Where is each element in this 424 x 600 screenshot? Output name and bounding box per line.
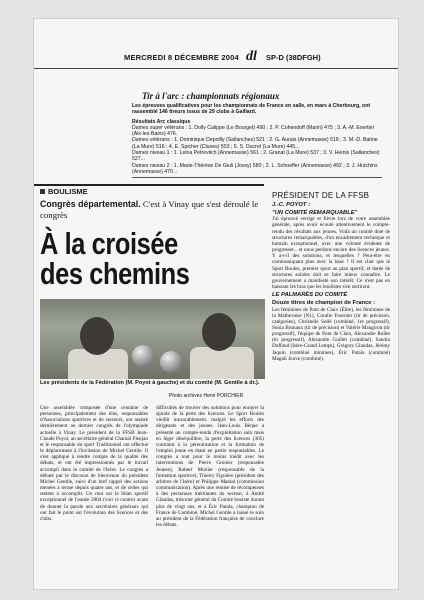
results-line: Dames super vétérans : 1. Dolly Calippe (Le Bourget) 490 ; 2. P. Cohendoff (Marin) 475 ; 3. A.-M. Exertier (Aix-les-Bains) 476.: [132, 124, 375, 138]
section-square-icon: [40, 189, 45, 194]
photo-credit: Photo archives Henri PORCHIER: [169, 393, 244, 399]
issue-date: MERCREDI 8 DÉCEMBRE 2004: [124, 53, 239, 62]
results-lead: Les épreuves qualificatives pour les championnats de France en salle, en mars à Cherbourg, ont rassemblé 146 tireurs issus de 29 clubs à Gaillard.: [132, 103, 371, 116]
edition-code: SP-D (38DFGH): [266, 53, 321, 62]
results-line: Dames vétérans : 1. Dominique Depollly (Sallanches) 521 ; 2. G. Aurais (Annemasse) 518 ; 3. M.-D. Balme (La Mure) 516 ; 4. E. Spicher (Cluses) 503 ; 5. S. Ducret (La Mure) 445...: [132, 137, 378, 150]
section-label: BOULISME: [48, 187, 88, 196]
photo-caption: Les présidents de la Fédération (M. Poyot à gauche) et du comité (M. Gentile à dr.).: [40, 380, 260, 386]
article-column-1: [40, 405, 148, 522]
masthead: [34, 49, 398, 67]
results-title: Tir à l'arc : championnats régionaux: [142, 91, 280, 101]
palmares-title: LE PALMARÈS DU COMITÉ: [272, 292, 348, 299]
sidebar-name: J.-C. POYOT :: [272, 202, 311, 208]
newspaper-clipping: [34, 19, 398, 589]
archery-results-box: [132, 91, 382, 175]
results-line: Dames niveau 1 : 1. Leina Petreviich (Annemasse) 561 ; 2. Granat (La Mure) 537 ; 3. V. Heinis (Sallanches) 527...: [132, 150, 380, 163]
palmares-text: Les féminines de Pont de Claix (Élite), les féminines de la Mathevaise (N1), Coralie Fournier (tir de précision, catégories), Christelle Sollé (combiné, 1re progressif), Sonia Brunaux (tir de précision) et Valérie Maugiron (tir progressif), l'équipe de Pont de Claix, Alexandre Rollet (tir progressif), Alexandre Guillet (combiné), Sandra Duffaud (Isère-Grand Lemps), Grégory Glaudas, Jérémy Jaquin (combiné minimes), Éric Patala (combiné) Magali Jouve (combiné).: [272, 306, 390, 362]
kicker-bold: Congrès départemental.: [40, 199, 141, 209]
article-photo: [40, 299, 265, 379]
article-column-2-text: difficultés de trouver des solutions pour enrayer la spirale de la perte des licences. Le Sport Boules vieillit inexorablement, malgré les efforts des dirigeants et des jeunes. Jean-Louis Bèque a présenté un compte-rendu d'exploitation sain mais en léger déséquilibre, la perte des licences (305) contraint à la pérennisation et la formation de l'emploi jeune en étant en partie responsables. Le congrès a tout pour le moins inédit avec les interventions de Pierre Gronier (responsable Jeunes), Robert Monier (responsable de la formation sportive), Thierry Figuière (président des arbitres de l'Isère) et Philippe Manini (commission communication). Après une remise de récompenses à des personnes méritantes du secteur, à André Glaudas, trésorier général du Comité boulste durant plus de vingt ans, et à Éric Patala, champion de France de Combiné, Michel Gentile a laissé le soin au président de la Fédération française de conclure les débats.: [156, 405, 264, 528]
article-headline: À la croisée des chemins: [40, 226, 190, 291]
results-line: Dames niveau 2 : 1. Marie-Thérèse De Giuli (Jossy) 580 ; 2. L. Schoeffer (Annemasse) 492 ; 3. J. Hutchins (Annemasse) 470...: [132, 162, 378, 175]
sidebar-text: J'ai éprouvé vertige et fièvre lors de votre assemblée générale, après avoir écouté attentivement le compte-rendu des résultats aux jeunes. Voilà un comité doté de structures remarquables, d'un encadrement technique et humain exceptionnel, avec une volonté évidente de progresser... et nous perdons encore des licences jeunes. Y a-t-il des solutions, et lesquelles ? Peut-être en communiquant plus avec la base ? Il est clair que le Sport Boules, premier sport au plan sportif, et dotée de structures solides doit se faire mieux connaître. Le gouvernement a manifesté son intérêt. Ce n'est pas en baissant les bras que les boulistes s'en sortiront.: [272, 216, 390, 291]
sidebar-role: PRÉSIDENT DE LA FFSB: [272, 191, 370, 200]
results-rule: [132, 177, 382, 178]
president-sidebar: [272, 191, 390, 363]
article-kicker: [40, 199, 265, 220]
kicker-text: C'est à Vinay que s'est déroulé le congrès: [40, 199, 259, 220]
newspaper-logo: dl: [246, 49, 257, 64]
article-column-2: [156, 405, 264, 528]
sidebar-quote: "UN COMITÉ REMARQUABLE": [272, 210, 358, 217]
masthead-rule: [34, 68, 398, 69]
article-column-1-text: Une assemblée composée d'une centaine de personnes, principalement des élus, responsables d'Associations sportives et de secteurs, ont assisté dernièrement au dernier congrès de l'olympiade actuelle à Vinay. Le président de la FFSB Jean-Claude Poyot, au secrétaire général Chantal Fleujan et le responsable du sport Traditionnel ont effectué le déplacement à l'invitation de Michel Gentile. Il s'est appliqué à rendre compte de la qualité des débats, et ont été impressionnés par le travail accompli dans le comité de l'Isère. Le congrès a débuté par le discours de bienvenue du président Michel Gentile, suivi d'un bref rappel des actions menées à terme depuis quatre ans, et de celles qui restent à accomplir. Un mot sur le bilan sportif exceptionnel de l'année 2004 (voir ci-contre) avant de donner la parole aux secrétaires généraux qui ont fait le point sur l'évolution des licences et des clubs.: [40, 405, 148, 522]
section-bar: [34, 184, 264, 196]
results-heading: Résultats Arc classique: [132, 118, 191, 125]
palmares-heading: Douze titres de champion de France :: [272, 300, 376, 307]
